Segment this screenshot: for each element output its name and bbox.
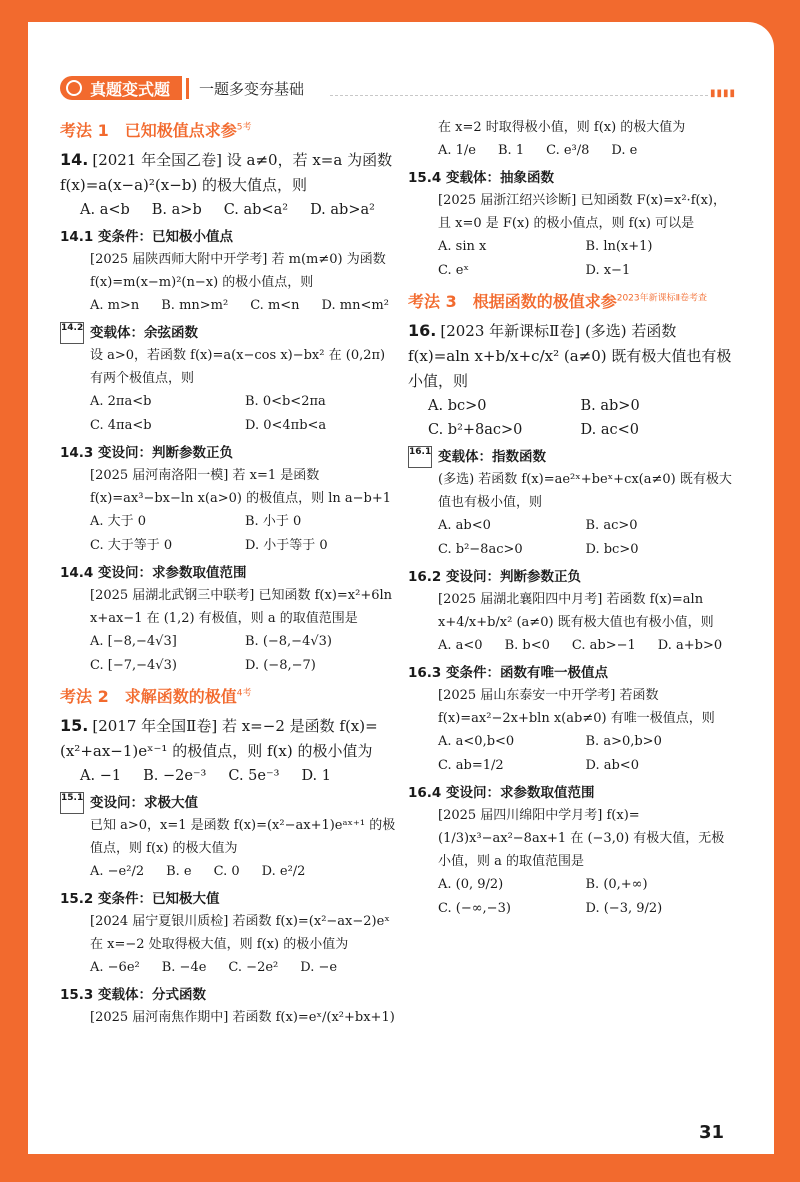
option: C. 5e⁻³ xyxy=(228,768,280,784)
option: D. 0<4πb<a xyxy=(245,418,327,433)
option: B. −4e xyxy=(161,960,207,975)
option: A. ab<0 xyxy=(438,518,491,533)
section-count: 5考 xyxy=(236,122,252,133)
variant-text: [2025 届山东泰安一中开学考] 若函数 f(x)=ax²−2x+bln x(ab≠0) 有唯一极值点，则 xyxy=(438,688,715,726)
option: C. 0 xyxy=(213,864,240,879)
left-column xyxy=(60,116,400,1029)
option: B. 小于 0 xyxy=(245,514,302,529)
variant-16-2 xyxy=(408,566,733,658)
banner-dots-icon: ▮▮▮▮ xyxy=(710,88,737,99)
variant-15-3-continued xyxy=(408,116,733,163)
variant-heading: 16.2 变设问：判断参数正负 xyxy=(408,569,582,585)
option: D. bc>0 xyxy=(585,542,639,557)
option: C. −2e² xyxy=(228,960,279,975)
variant-heading: 15.3 变载体：分式函数 xyxy=(60,987,207,1003)
option: A. 1/e xyxy=(438,143,476,158)
variant-text: [2025 届河南洛阳一模] 若 x=1 是函数 f(x)=ax³−bx−ln x(a>0) 的极值点，则 ln a−b+1 xyxy=(90,468,392,506)
variant-text: [2025 届四川绵阳中学月考] f(x)=(1/3)x³−ax²−8ax+1 在 (−3,0) 有极大值，无极小值，则 a 的取值范围是 xyxy=(438,808,725,869)
option: C. (−∞,−3) xyxy=(438,901,511,916)
option: C. ab>−1 xyxy=(571,638,636,653)
question-number: 15. xyxy=(60,716,89,735)
option: A. [−8,−4√3] xyxy=(90,634,177,649)
variant-text: (多选) 若函数 f(x)=ae²ˣ+beˣ+cx(a≠0) 既有极大值也有极小值，则 xyxy=(438,472,732,510)
variant-heading: 变设问：求极大值 xyxy=(90,795,198,811)
variant-text: [2024 届宁夏银川质检] 若函数 f(x)=(x²−ax−2)eˣ 在 x=−2 处取得极大值，则 f(x) 的极小值为 xyxy=(90,914,390,952)
variant-badge: 16.1 xyxy=(408,446,432,468)
variant-text: [2025 届湖北武钢三中联考] 已知函数 f(x)=x²+6ln x+ax−1 在 (1,2) 有极值，则 a 的取值范围是 xyxy=(90,588,393,626)
question-number: 14. xyxy=(60,150,89,169)
option: B. a>0,b>0 xyxy=(585,734,662,749)
section-count: 4考 xyxy=(236,688,252,699)
option: D. e xyxy=(611,143,638,158)
option: C. e³/8 xyxy=(546,143,590,158)
variant-14-4 xyxy=(60,562,400,678)
option: A. 大于 0 xyxy=(90,514,147,529)
variant-heading: 16.3 变条件：函数有唯一极值点 xyxy=(408,665,609,681)
banner-subtitle: 一题多变夯基础 xyxy=(186,78,304,99)
variant-16-4 xyxy=(408,782,733,921)
variant-text: 在 x=2 时取得极小值，则 f(x) 的极大值为 xyxy=(438,120,686,135)
option: A. m>n xyxy=(90,298,140,313)
variant-heading: 15.4 变载体：抽象函数 xyxy=(408,170,555,186)
right-column xyxy=(408,116,733,921)
refresh-icon xyxy=(66,80,82,96)
option: A. a<0 xyxy=(438,638,483,653)
banner-tag xyxy=(60,76,182,100)
option: C. [−7,−4√3) xyxy=(90,658,177,673)
option: D. −e xyxy=(300,960,338,975)
option: B. mn>m² xyxy=(161,298,229,313)
option: C. 4πa<b xyxy=(90,418,152,433)
variant-text: [2025 届湖北襄阳四中月考] 若函数 f(x)=aln x+4/x+b/x² (a≠0) 既有极大值也有极小值，则 xyxy=(438,592,714,630)
banner-tag-label: 真题变式题 xyxy=(90,79,171,99)
option: B. −2e⁻³ xyxy=(143,768,207,784)
question-text: [2017 年全国Ⅱ卷] 若 x=−2 是函数 f(x)=(x²+ax−1)eˣ⁻¹ 的极值点，则 f(x) 的极小值为 xyxy=(60,717,378,760)
option: C. ab=1/2 xyxy=(438,758,504,773)
option: B. ac>0 xyxy=(585,518,638,533)
section-heading xyxy=(408,289,733,312)
option: B. b<0 xyxy=(504,638,550,653)
option: C. b²−8ac>0 xyxy=(438,542,523,557)
option: A. a<b xyxy=(80,202,130,218)
option: D. 1 xyxy=(301,768,332,784)
option: B. (−8,−4√3) xyxy=(245,634,332,649)
variant-heading: 14.3 变设问：判断参数正负 xyxy=(60,445,234,461)
option: B. 1 xyxy=(498,143,525,158)
section-count: 2023年新课标Ⅱ卷考查 xyxy=(616,293,708,304)
option: D. (−8,−7) xyxy=(245,658,316,673)
option: C. ab<a² xyxy=(223,202,289,218)
variant-heading: 16.4 变设问：求参数取值范围 xyxy=(408,785,595,801)
variant-15-4 xyxy=(408,167,733,283)
option: A. −1 xyxy=(80,768,122,784)
option: A. bc>0 xyxy=(428,398,487,414)
question-text: [2021 年全国乙卷] 设 a≠0，若 x=a 为函数 f(x)=a(x−a)²(x−b) 的极大值点，则 xyxy=(60,151,393,194)
option: B. (0,+∞) xyxy=(585,877,648,892)
variant-text: [2025 届河南焦作期中] 若函数 f(x)=eˣ/(x²+bx+1) xyxy=(90,1010,395,1025)
variant-text: [2025 届浙江绍兴诊断] 已知函数 F(x)=x²·f(x)，且 x=0 是 F(x) 的极小值点，则 f(x) 可以是 xyxy=(438,193,726,231)
option: A. sin x xyxy=(438,239,487,254)
option: D. mn<m² xyxy=(321,298,389,313)
variant-14-1 xyxy=(60,226,400,318)
option: D. ac<0 xyxy=(580,422,639,438)
option: B. ab>0 xyxy=(580,398,640,414)
section-title: 考法 3 根据函数的极值求参 xyxy=(408,292,617,311)
section-heading xyxy=(60,118,400,141)
option: D. a+b>0 xyxy=(657,638,723,653)
option: D. ab>a² xyxy=(310,202,375,218)
section-heading xyxy=(60,684,400,707)
option: A. (0, 9/2) xyxy=(438,877,504,892)
option: D. 小于等于 0 xyxy=(245,538,328,553)
option: A. −6e² xyxy=(90,960,140,975)
variant-text: 设 a>0，若函数 f(x)=a(x−cos x)−bx² 在 (0,2π) 有两个极值点，则 xyxy=(90,348,386,386)
question-14 xyxy=(60,147,400,222)
variant-heading: 变载体：余弦函数 xyxy=(90,325,198,341)
variant-15-2 xyxy=(60,888,400,980)
option: C. eˣ xyxy=(438,263,469,278)
option: B. 0<b<2πa xyxy=(245,394,326,409)
option: D. x−1 xyxy=(585,263,631,278)
page-number: 31 xyxy=(698,1122,724,1143)
variant-heading: 15.2 变条件：已知极大值 xyxy=(60,891,220,907)
variant-badge: 14.2 xyxy=(60,322,84,344)
option: D. (−3, 9/2) xyxy=(585,901,663,916)
variant-heading: 变载体：指数函数 xyxy=(438,449,546,465)
option: A. a<0,b<0 xyxy=(438,734,515,749)
section-banner xyxy=(60,76,304,100)
option: D. e²/2 xyxy=(261,864,306,879)
variant-16-3 xyxy=(408,662,733,778)
option: C. b²+8ac>0 xyxy=(428,422,523,438)
variant-text: [2025 届陕西师大附中开学考] 若 m(m≠0) 为函数 f(x)=m(x−m)²(n−x) 的极小值点，则 xyxy=(90,252,386,290)
variant-16-1 xyxy=(408,446,733,562)
variant-text: 已知 a>0，x=1 是函数 f(x)=(x²−ax+1)eᵃˣ⁺¹ 的极值点，则 f(x) 的极大值为 xyxy=(90,818,396,856)
option: A. −e²/2 xyxy=(90,864,145,879)
question-16 xyxy=(408,318,733,442)
variant-heading: 14.4 变设问：求参数取值范围 xyxy=(60,565,247,581)
question-text: [2023 年新课标Ⅱ卷] (多选) 若函数 f(x)=aln x+b/x+c/x² (a≠0) 既有极大值也有极小值，则 xyxy=(408,322,732,390)
option: A. 2πa<b xyxy=(90,394,152,409)
option: C. 大于等于 0 xyxy=(90,538,173,553)
variant-badge: 15.1 xyxy=(60,792,84,814)
variant-14-3 xyxy=(60,442,400,558)
question-number: 16. xyxy=(408,321,437,340)
variant-14-2 xyxy=(60,322,400,438)
section-title: 考法 1 已知极值点求参 xyxy=(60,121,237,140)
banner-divider xyxy=(330,95,708,96)
option: C. m<n xyxy=(250,298,300,313)
option: B. ln(x+1) xyxy=(585,239,653,254)
question-15 xyxy=(60,713,400,788)
variant-heading: 14.1 变条件：已知极小值点 xyxy=(60,229,234,245)
option: B. e xyxy=(166,864,192,879)
variant-15-3 xyxy=(60,984,400,1029)
section-title: 考法 2 求解函数的极值 xyxy=(60,687,237,706)
variant-15-1 xyxy=(60,792,400,884)
option: B. a>b xyxy=(151,202,202,218)
option: D. ab<0 xyxy=(585,758,639,773)
